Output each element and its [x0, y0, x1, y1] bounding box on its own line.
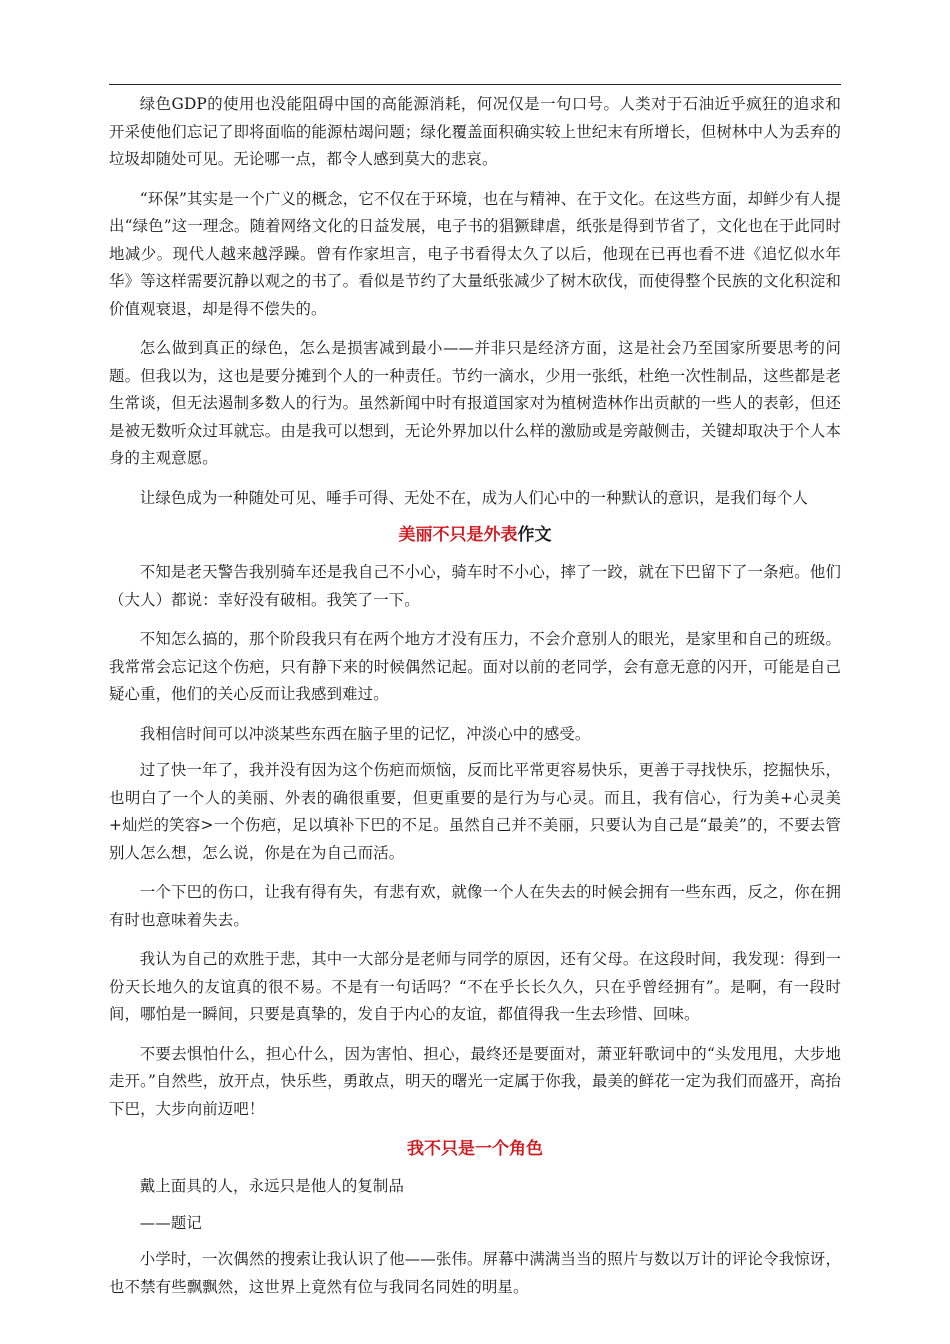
- paragraph: 我相信时间可以冲淡某些东西在脑子里的记忆，冲淡心中的感受。: [139, 724, 591, 743]
- section-heading-1-plain: 作文: [517, 525, 552, 545]
- paragraph: 一个下巴的伤口，让我有得有失，有悲有欢，就像一个人在失去的时候会拥有一些东西，反之，你在拥有时也意味着失去。: [109, 883, 841, 929]
- document-page: [109, 84, 841, 1313]
- epigraph: 戴上面具的人，永远只是他人的复制品: [139, 1177, 404, 1195]
- paragraph: “环保”其实是一个广义的概念，它不仅在于环境，也在与精神、在于文化。在这些方面，却鲜少有人提出“绿色”这一理念。随着网络文化的日益发展，电子书的猖獗肆虐，纸张是得到节省了，文化也在于此同时地减少。现代人越来越浮躁。曾有作家坦言，电子书看得太久了以后，他现在已再也看不进《追忆似水年华》等这样需要沉静以观之的书了。看似是节约了大量纸张减少了树木砍伐，而使得整个民族的文化积淀和价值观衰退，却是得不偿失的。: [109, 189, 841, 318]
- paragraph: 过了快一年了，我并没有因为这个伤疤而烦恼，反而比平常更容易快乐，更善于寻找快乐，挖掘快乐，也明白了一个人的美丽、外表的确很重要，但更重要的是行为与心灵。而且，我有信心，行为美+心灵美+灿烂的笑容>一个伤疤，足以填补下巴的不足。虽然自己并不美丽，只要认为自己是“最美”的，不要去管别人怎么想，怎么说，你是在为自己而活。: [109, 761, 841, 862]
- epigraph-attribution: ——题记: [139, 1213, 202, 1232]
- paragraph: 小学时，一次偶然的搜索让我认识了他——张伟。屏幕中满满当当的照片与数以万计的评论令我惊讶，也不禁有些飘飘然，这世界上竟然有位与我同名同姓的明星。: [109, 1250, 841, 1296]
- paragraph: 不要去惧怕什么，担心什么，因为害怕、担心，最终还是要面对，萧亚轩歌词中的“头发甩甩，大步地走开。”自然些，放开点，快乐些，勇敢点，明天的曙光一定属于你我，最美的鲜花一定为我们而盛开，高抬下巴，大步向前迈吧！: [109, 1044, 841, 1118]
- paragraph: 怎么做到真正的绿色，怎么是损害减到最小——并非只是经济方面，这是社会乃至国家所要思考的问题。但我以为，这也是要分摊到个人的一种责任。节约一滴水，少用一张纸，杜绝一次性制品，这些都是老生常谈，但无法遏制多数人的行为。虽然新闻中时有报道国家对为植树造林作出贡献的一些人的表彰，但还是被无数听众过耳就忘。由是我可以想到，无论外界加以什么样的激励或是旁敲侧击，关键却取决于个人本身的主观意愿。: [109, 339, 841, 467]
- section-heading-1: [109, 521, 841, 549]
- paragraph: 不知是老天警告我别骑车还是我自己不小心，骑车时不小心，摔了一跤，就在下巴留下了一条疤。他们（大人）都说：幸好没有破相。我笑了一下。: [109, 563, 841, 609]
- header-rule: [109, 84, 841, 85]
- section-heading-1-red: 美丽不只是外表: [398, 525, 518, 545]
- paragraph: 不知怎么搞的，那个阶段我只有在两个地方才没有压力，不会介意别人的眼光，是家里和自己的班级。我常常会忘记这个伤疤，只有静下来的时候偶然记起。面对以前的老同学，会有意无意的闪开，可能是自己疑心重，他们的关心反而让我感到难过。: [109, 630, 841, 703]
- paragraph: 绿色GDP的使用也没能阻碍中国的高能源消耗，何况仅是一句口号。人类对于石油近乎疯狂的追求和开采使他们忘记了即将面临的能源枯竭问题；绿化覆盖面积确实较上世纪末有所增长，但树林中人为丢弃的垃圾却随处可见。无论哪一点，都令人感到莫大的悲哀。: [109, 95, 841, 168]
- section-heading-2-red: 我不只是一个角色: [407, 1139, 543, 1159]
- paragraph: 我认为自己的欢胜于悲，其中一大部分是老师与同学的原因，还有父母。在这段时间，我发现：得到一份天长地久的友谊真的很不易。不是有一句话吗？“不在乎长长久久，只在乎曾经拥有”。是啊，有一段时间，哪怕是一瞬间，只要是真挚的，发自于内心的友谊，都值得我一生去珍惜、回味。: [109, 950, 841, 1023]
- paragraph: 让绿色成为一种随处可见、唾手可得、无处不在，成为人们心中的一种默认的意识，是我们每个人: [139, 488, 809, 507]
- section-heading-2: [109, 1135, 841, 1163]
